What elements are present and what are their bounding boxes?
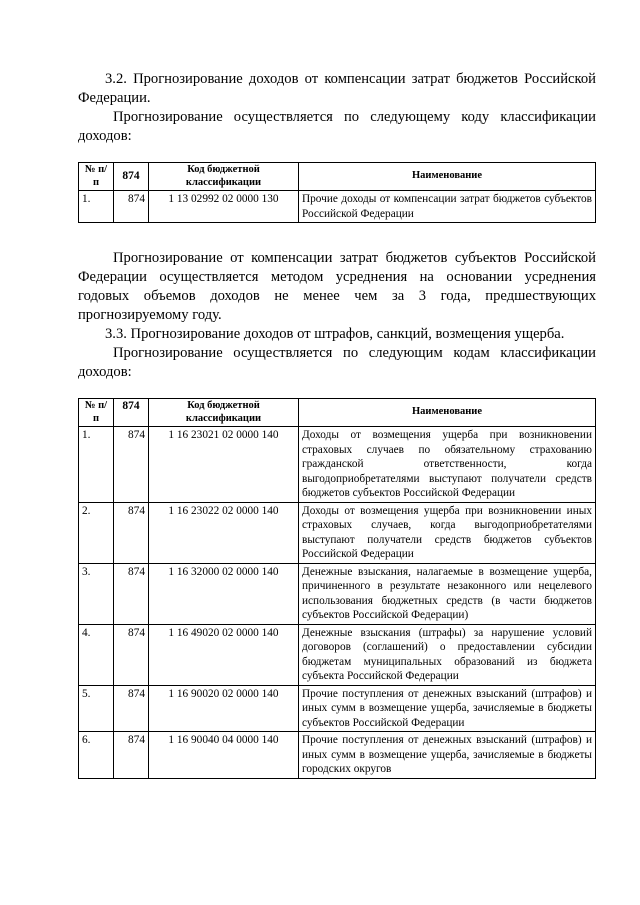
row-number: 1. bbox=[79, 427, 114, 503]
method-paragraph: Прогнозирование от компенсации затрат бюджетов субъектов Российской Федерации осуществляется методом усреднения на основании усреднения годовых объемов доходов не менее чем за 3 года, предшествующих прогнозируемому году. bbox=[78, 250, 596, 323]
section-3-3-heading: 3.3. Прогнозирование доходов от штрафов, санкций, возмещения ущерба. bbox=[105, 326, 565, 342]
row-budget-code: 1 16 90040 04 0000 140 bbox=[149, 732, 299, 779]
row-budget-code: 1 13 02992 02 0000 130 bbox=[149, 191, 299, 223]
row-number: 5. bbox=[79, 685, 114, 732]
table-row bbox=[79, 502, 596, 563]
row-name: Денежные взыскания, налагаемые в возмещение ущерба, причиненного в результате незаконного или нецелевого использования бюджетных средств (в части бюджетов субъектов Российской Федерации) bbox=[299, 563, 596, 624]
header-number: № п/п bbox=[79, 163, 114, 191]
row-admin-code: 874 bbox=[114, 427, 149, 503]
row-admin-code: 874 bbox=[114, 563, 149, 624]
section-3-3-intro: Прогнозирование осуществляется по следующим кодам классификации доходов: bbox=[78, 345, 596, 380]
document-page bbox=[78, 70, 596, 779]
row-name: Прочие поступления от денежных взысканий (штрафов) и иных сумм в возмещение ущерба, зачисляемые в бюджеты субъектов Российской Федерации bbox=[299, 685, 596, 732]
row-admin-code: 874 bbox=[114, 502, 149, 563]
classification-table-2 bbox=[78, 398, 596, 779]
row-admin-code: 874 bbox=[114, 732, 149, 779]
row-budget-code: 1 16 32000 02 0000 140 bbox=[149, 563, 299, 624]
header-budget-code: Код бюджетной классификации bbox=[149, 163, 299, 191]
row-number: 1. bbox=[79, 191, 114, 223]
row-admin-code: 874 bbox=[114, 624, 149, 685]
row-number: 3. bbox=[79, 563, 114, 624]
table-row bbox=[79, 427, 596, 503]
header-name: Наименование bbox=[299, 399, 596, 427]
row-number: 4. bbox=[79, 624, 114, 685]
row-budget-code: 1 16 49020 02 0000 140 bbox=[149, 624, 299, 685]
header-number: № п/п bbox=[79, 399, 114, 427]
row-admin-code: 874 bbox=[114, 685, 149, 732]
header-admin-code: 874 bbox=[114, 163, 149, 191]
row-name: Доходы от возмещения ущерба при возникновении иных страховых случаев, когда выгодоприобретателями выступают получатели средств бюджетов субъектов Российской Федерации bbox=[299, 502, 596, 563]
row-budget-code: 1 16 23021 02 0000 140 bbox=[149, 427, 299, 503]
table-row bbox=[79, 563, 596, 624]
header-budget-code: Код бюджетной классификации bbox=[149, 399, 299, 427]
row-number: 2. bbox=[79, 502, 114, 563]
section-3-2-heading: 3.2. Прогнозирование доходов от компенсации затрат бюджетов Российской Федерации. bbox=[78, 71, 596, 106]
row-budget-code: 1 16 23022 02 0000 140 bbox=[149, 502, 299, 563]
table-header-row bbox=[79, 163, 596, 191]
table-row bbox=[79, 191, 596, 223]
row-name: Прочие доходы от компенсации затрат бюджетов субъектов Российской Федерации bbox=[299, 191, 596, 223]
row-name: Денежные взыскания (штрафы) за нарушение условий договоров (соглашений) о предоставлении субсидии бюджетам муниципальных образований из бюджета субъекта Российской Федерации bbox=[299, 624, 596, 685]
table-row bbox=[79, 685, 596, 732]
section-3-2-intro: Прогнозирование осуществляется по следующему коду классификации доходов: bbox=[78, 109, 596, 144]
classification-table-1 bbox=[78, 162, 596, 223]
row-name: Прочие поступления от денежных взысканий (штрафов) и иных сумм в возмещение ущерба, зачисляемые в бюджеты городских округов bbox=[299, 732, 596, 779]
table-row bbox=[79, 732, 596, 779]
table-header-row bbox=[79, 399, 596, 427]
row-budget-code: 1 16 90020 02 0000 140 bbox=[149, 685, 299, 732]
row-admin-code: 874 bbox=[114, 191, 149, 223]
row-number: 6. bbox=[79, 732, 114, 779]
header-name: Наименование bbox=[299, 163, 596, 191]
header-admin-code: 874 bbox=[114, 399, 149, 427]
table-row bbox=[79, 624, 596, 685]
row-name: Доходы от возмещения ущерба при возникновении страховых случаев по обязательному страхованию гражданской ответственности, когда выгодоприобретателями выступают получатели средств бюджетов субъектов Российской Федерации bbox=[299, 427, 596, 503]
